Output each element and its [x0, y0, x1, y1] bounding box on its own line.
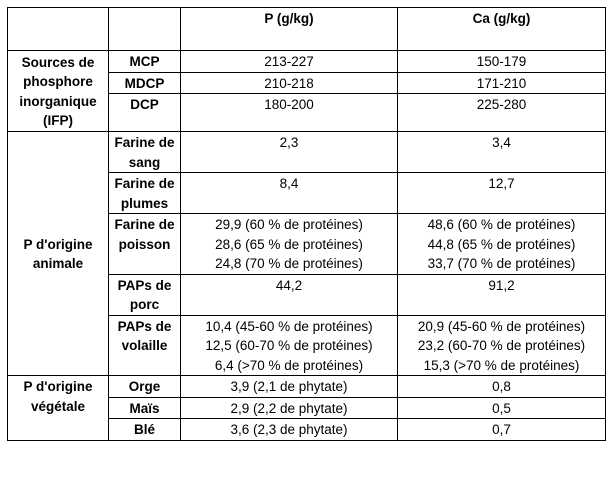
value-p-sang: 2,3: [181, 132, 398, 173]
row-label-volaille: PAPs de volaille: [109, 315, 181, 376]
value-line: 29,9 (60 % de protéines): [215, 217, 363, 232]
value-line: 48,6 (60 % de protéines): [427, 217, 576, 232]
value-p-poisson: [181, 214, 398, 275]
value-ca-ble: 0,7: [398, 419, 606, 441]
header-p: P (g/kg): [181, 8, 398, 51]
value-line: 28,6 (65 % de protéines): [215, 236, 363, 252]
value-line: 23,2 (60-70 % de protéines): [417, 338, 586, 353]
value-p-mdcp: 210-218: [181, 72, 398, 94]
header-ca: Ca (g/kg): [398, 8, 606, 51]
row-label-porc: PAPs de porc: [109, 274, 181, 315]
value-line: 33,7 (70 % de protéines): [427, 256, 576, 271]
value-ca-dcp: 225-280: [398, 94, 606, 132]
value-ca-volaille: [398, 315, 606, 376]
table-row-orge: [8, 376, 606, 398]
table-row-mcp: [8, 51, 606, 73]
value-ca-poisson: [398, 214, 606, 275]
header-empty-cell: [8, 8, 109, 51]
value-line: 10,4 (45-60 % de protéines): [205, 318, 373, 334]
value-line: 24,8 (70 % de protéines): [215, 256, 363, 271]
group-ifp: Sources de phosphore inorganique (IFP): [8, 51, 109, 132]
value-ca-mcp: 150-179: [398, 51, 606, 73]
row-label-mais: Maïs: [109, 397, 181, 419]
value-line: 6,4 (>70 % de protéines): [214, 357, 364, 373]
value-line: 12,5 (60-70 % de protéines): [205, 338, 373, 353]
row-label-poisson: Farine de poisson: [109, 214, 181, 275]
value-ca-orge: 0,8: [398, 376, 606, 398]
value-line: 15,3 (>70 % de protéines): [423, 357, 580, 373]
value-p-mais: 2,9 (2,2 de phytate): [181, 397, 398, 419]
value-p-volaille: [181, 315, 398, 376]
row-label-dcp: DCP: [109, 94, 181, 132]
value-p-orge: 3,9 (2,1 de phytate): [181, 376, 398, 398]
phosphorus-calcium-table: [7, 7, 606, 441]
table-row-sang: [8, 132, 606, 173]
group-animal: P d'origine animale: [8, 132, 109, 376]
value-p-mcp: 213-227: [181, 51, 398, 73]
value-ca-plumes: 12,7: [398, 173, 606, 214]
header-empty-cell: [109, 8, 181, 51]
header-row: [8, 8, 606, 51]
value-line: 20,9 (45-60 % de protéines): [417, 318, 586, 334]
value-ca-mdcp: 171-210: [398, 72, 606, 94]
row-label-mcp: MCP: [109, 51, 181, 73]
value-p-ble: 3,6 (2,3 de phytate): [181, 419, 398, 441]
group-vegetal: P d'origine végétale: [8, 376, 109, 441]
row-label-mdcp: MDCP: [109, 72, 181, 94]
value-line: 44,8 (65 % de protéines): [427, 236, 576, 252]
row-label-sang: Farine de sang: [109, 132, 181, 173]
value-ca-mais: 0,5: [398, 397, 606, 419]
value-p-porc: 44,2: [181, 274, 398, 315]
value-ca-sang: 3,4: [398, 132, 606, 173]
value-p-dcp: 180-200: [181, 94, 398, 132]
row-label-ble: Blé: [109, 419, 181, 441]
row-label-orge: Orge: [109, 376, 181, 398]
value-p-plumes: 8,4: [181, 173, 398, 214]
row-label-plumes: Farine de plumes: [109, 173, 181, 214]
value-ca-porc: 91,2: [398, 274, 606, 315]
